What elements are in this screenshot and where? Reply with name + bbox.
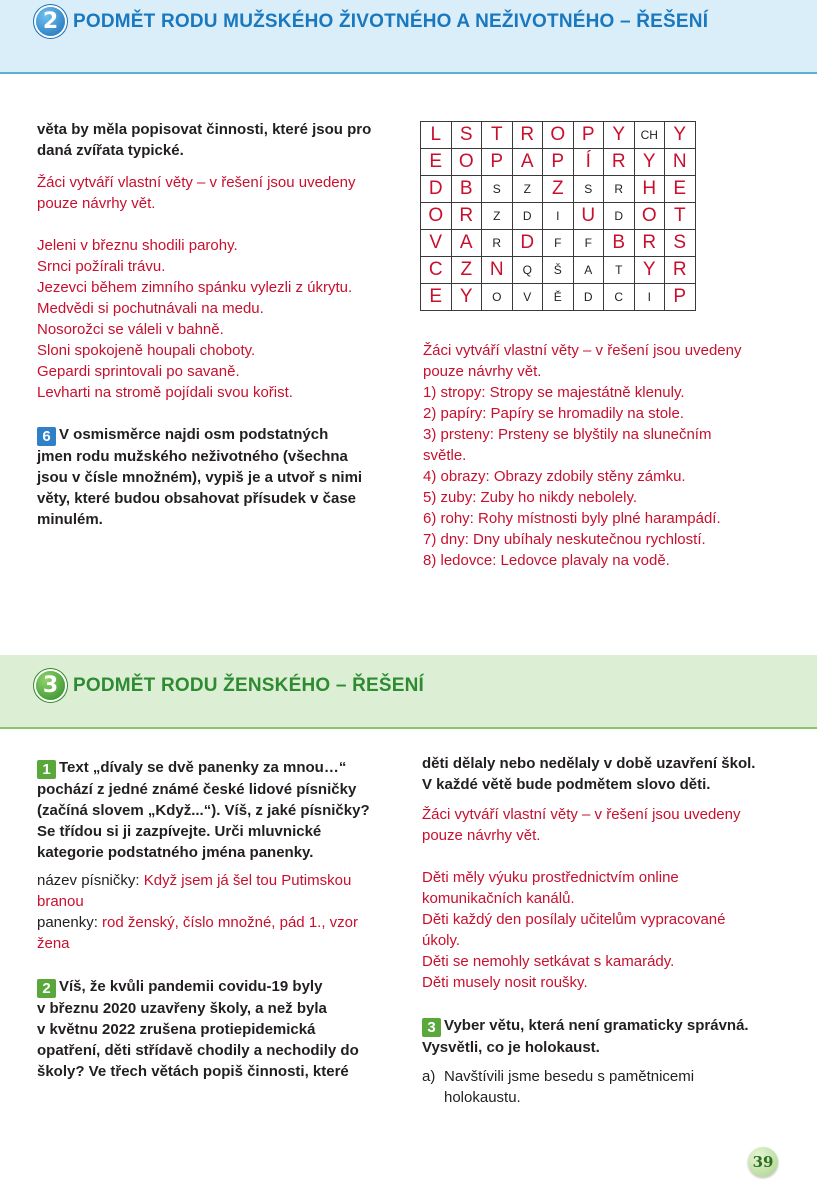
answer-value: rod ženský, číslo množné, pád 1., vzor — [102, 914, 358, 931]
section-3-right-column — [422, 753, 807, 1108]
grid-cell: S — [451, 122, 482, 149]
sentence: Děti každý den posílaly učitelům vypracované — [422, 911, 726, 928]
task-line: Vyber větu, která není gramaticky správná. — [444, 1017, 749, 1034]
task-number-badge: 1 — [37, 760, 56, 779]
sentence: Nosorožci se váleli v bahně. — [37, 321, 224, 338]
answer-line: 7) dny: Dny ubíhaly neskutečnou rychlostí. — [423, 531, 706, 548]
grid-cell: P — [482, 149, 513, 176]
note-line: pouze návrhy vět. — [37, 195, 156, 212]
answer-line: 5) zuby: Zuby ho nikdy nebolely. — [423, 489, 638, 506]
grid-cell: Q — [512, 257, 543, 284]
task-2 — [37, 976, 402, 1082]
task-line: Víš, že kvůli pandemii covidu-19 byly — [59, 978, 323, 995]
section-2-left-column — [37, 119, 397, 530]
answer-value: Když jsem já šel tou Putimskou — [143, 872, 352, 889]
grid-cell: I — [634, 284, 665, 311]
task-line: V každé větě bude podmětem slovo děti. — [422, 776, 711, 793]
grid-cell: Z — [451, 257, 482, 284]
section-2-right-column — [423, 340, 803, 571]
section-number-badge: 2 — [36, 7, 65, 36]
answer-label: název písničky: — [37, 872, 144, 889]
sentence: Sloni spokojeně houpali choboty. — [37, 342, 256, 359]
answer-line: světle. — [423, 447, 467, 464]
grid-cell: S — [665, 230, 696, 257]
section-number-badge: 3 — [36, 671, 65, 700]
option-line: holokaustu. — [444, 1089, 521, 1106]
sentence: Srnci požírali trávu. — [37, 258, 166, 275]
grid-cell: T — [604, 257, 635, 284]
grid-cell: R — [451, 203, 482, 230]
grid-cell: O — [482, 284, 513, 311]
section-2-heading — [36, 7, 708, 36]
note-line: Žáci vytváří vlastní věty – v řešení jsou uvedeny — [423, 342, 742, 359]
grid-cell: Y — [604, 122, 635, 149]
grid-cell: Í — [573, 149, 604, 176]
section-title: PODMĚT RODU ŽENSKÉHO – ŘEŠENÍ — [73, 674, 425, 696]
intro-line: daná zvířata typické. — [37, 142, 184, 159]
answer-line: 1) stropy: Stropy se majestátně klenuly. — [423, 384, 685, 401]
grid-cell: H — [634, 176, 665, 203]
task-line: v květnu 2022 zrušena protiepidemická — [37, 1021, 316, 1038]
grid-cell: Š — [543, 257, 574, 284]
task-line: (začíná slovem „Když...“). Víš, z jaké písničky? — [37, 802, 370, 819]
grid-cell: A — [573, 257, 604, 284]
grid-row — [421, 203, 696, 230]
grid-cell: E — [421, 149, 452, 176]
task-number-badge: 3 — [422, 1018, 441, 1037]
task-number-badge: 2 — [37, 979, 56, 998]
grid-cell: C — [421, 257, 452, 284]
grid-cell: U — [573, 203, 604, 230]
sentence-list — [422, 867, 807, 993]
grid-cell: Z — [482, 203, 513, 230]
grid-cell: R — [512, 122, 543, 149]
grid-cell: Y — [665, 122, 696, 149]
task-line: školy? Ve třech větách popiš činnosti, které — [37, 1063, 349, 1080]
grid-cell: Z — [543, 176, 574, 203]
grid-cell: O — [634, 203, 665, 230]
grid-cell: P — [573, 122, 604, 149]
grid-cell: Y — [634, 257, 665, 284]
task-line: kategorie podstatného jména panenky. — [37, 844, 314, 861]
sentence: Medvědi si pochutnávali na medu. — [37, 300, 264, 317]
task-line: V osmisměrce najdi osm podstatných — [59, 426, 329, 443]
grid-cell: R — [634, 230, 665, 257]
grid-cell: T — [482, 122, 513, 149]
grid-cell: V — [512, 284, 543, 311]
answer-line: 6) rohy: Rohy místnosti byly plné harampádí. — [423, 510, 721, 527]
grid-cell: R — [665, 257, 696, 284]
grid-cell: T — [665, 203, 696, 230]
task-line: jsou v čísle množném), vypiš je a utvoř s nimi — [37, 469, 363, 486]
sentence: Děti měly výuku prostřednictvím online — [422, 869, 679, 886]
answer-line: 4) obrazy: Obrazy zdobily stěny zámku. — [423, 468, 686, 485]
grid-cell: R — [482, 230, 513, 257]
note-line: Žáci vytváří vlastní věty – v řešení jsou uvedeny — [422, 806, 741, 823]
sentence: komunikačních kanálů. — [422, 890, 575, 907]
task-line: minulém. — [37, 511, 103, 528]
sentence: Děti se nemohly setkávat s kamarády. — [422, 953, 675, 970]
grid-cell: R — [604, 176, 635, 203]
task-line: v březnu 2020 uzavřeny školy, a než byla — [37, 1000, 327, 1017]
grid-cell: E — [665, 176, 696, 203]
note-line: Žáci vytváří vlastní věty – v řešení jsou uvedeny — [37, 174, 356, 191]
note-line: pouze návrhy vět. — [423, 363, 542, 380]
section-3-left-column — [37, 757, 402, 1082]
grid-row — [421, 176, 696, 203]
grid-cell: D — [421, 176, 452, 203]
page-number: 39 — [748, 1147, 778, 1177]
task-6 — [37, 424, 397, 530]
grid-cell: F — [543, 230, 574, 257]
answer-label: panenky: — [37, 914, 103, 931]
sentence-list — [37, 235, 397, 403]
note-line: pouze návrhy vět. — [422, 827, 541, 844]
grid-cell: E — [421, 284, 452, 311]
sentence: Jeleni v březnu shodili parohy. — [37, 237, 238, 254]
task-line: Se třídou si ji zazpívejte. Urči mluvnické — [37, 823, 322, 840]
task-1-answer — [37, 870, 402, 954]
answer-value: žena — [37, 935, 70, 952]
grid-cell: V — [421, 230, 452, 257]
sentence: Děti musely nosit roušky. — [422, 974, 588, 991]
task-line: opatření, děti střídavě chodily a nechodily do — [37, 1042, 359, 1059]
task-line: věty, které budou obsahovat přísudek v čase — [37, 490, 356, 507]
grid-cell: C — [604, 284, 635, 311]
task-3 — [422, 1015, 807, 1058]
grid-cell: B — [604, 230, 635, 257]
grid-cell: O — [451, 149, 482, 176]
grid-cell: L — [421, 122, 452, 149]
grid-cell: S — [573, 176, 604, 203]
answer-line: 8) ledovce: Ledovce plavaly na vodě. — [423, 552, 670, 569]
grid-cell: A — [512, 149, 543, 176]
answer-line: 2) papíry: Papíry se hromadily na stole. — [423, 405, 684, 422]
grid-cell: I — [543, 203, 574, 230]
grid-row — [421, 149, 696, 176]
grid-row — [421, 284, 696, 311]
task-number-badge: 6 — [37, 427, 56, 446]
grid-cell: A — [451, 230, 482, 257]
sentence: Gepardi sprintovali po savaně. — [37, 363, 240, 380]
grid-cell: Z — [512, 176, 543, 203]
task-line: Text „dívaly se dvě panenky za mnou…“ — [59, 759, 347, 776]
grid-cell: R — [604, 149, 635, 176]
grid-cell: Ě — [543, 284, 574, 311]
grid-cell: O — [543, 122, 574, 149]
grid-cell: F — [573, 230, 604, 257]
task-line: jmen rodu mužského neživotného (všechna — [37, 448, 348, 465]
sentence: úkoly. — [422, 932, 461, 949]
task-1 — [37, 757, 402, 863]
grid-row — [421, 257, 696, 284]
grid-cell: D — [512, 203, 543, 230]
grid-cell: B — [451, 176, 482, 203]
task-line: pochází z jedné známé české lidové písničky — [37, 781, 357, 798]
sentence: Levharti na stromě pojídali svou kořist. — [37, 384, 293, 401]
grid-cell: S — [482, 176, 513, 203]
grid-cell: D — [573, 284, 604, 311]
grid-cell: Y — [634, 149, 665, 176]
grid-cell: N — [665, 149, 696, 176]
option-marker: a) — [422, 1068, 436, 1085]
option-line: Navštívili jsme besedu s pamětnicemi — [444, 1068, 695, 1085]
grid-cell: N — [482, 257, 513, 284]
intro-line: věta by měla popisovat činnosti, které jsou pro — [37, 121, 372, 138]
answer-value: branou — [37, 893, 84, 910]
answer-line: 3) prsteny: Prsteny se blyštily na slunečním — [423, 426, 712, 443]
section-3-heading — [36, 671, 424, 700]
task-line: děti dělaly nebo nedělaly v době uzavření škol. — [422, 755, 756, 772]
grid-cell: O — [421, 203, 452, 230]
grid-cell: Y — [451, 284, 482, 311]
section-title: PODMĚT RODU MUŽSKÉHO ŽIVOTNÉHO A NEŽIVOTNÉHO – ŘEŠENÍ — [73, 10, 709, 32]
task-line: Vysvětli, co je holokaust. — [422, 1039, 600, 1056]
grid-cell: D — [604, 203, 635, 230]
grid-cell: D — [512, 230, 543, 257]
sentence: Jezevci během zimního spánku vylezli z úkrytu. — [37, 279, 353, 296]
grid-cell: P — [665, 284, 696, 311]
grid-cell: P — [543, 149, 574, 176]
option-a — [422, 1066, 807, 1108]
grid-row — [421, 230, 696, 257]
grid-row — [421, 122, 696, 149]
grid-cell: CH — [634, 122, 665, 149]
word-search-grid — [420, 121, 696, 311]
